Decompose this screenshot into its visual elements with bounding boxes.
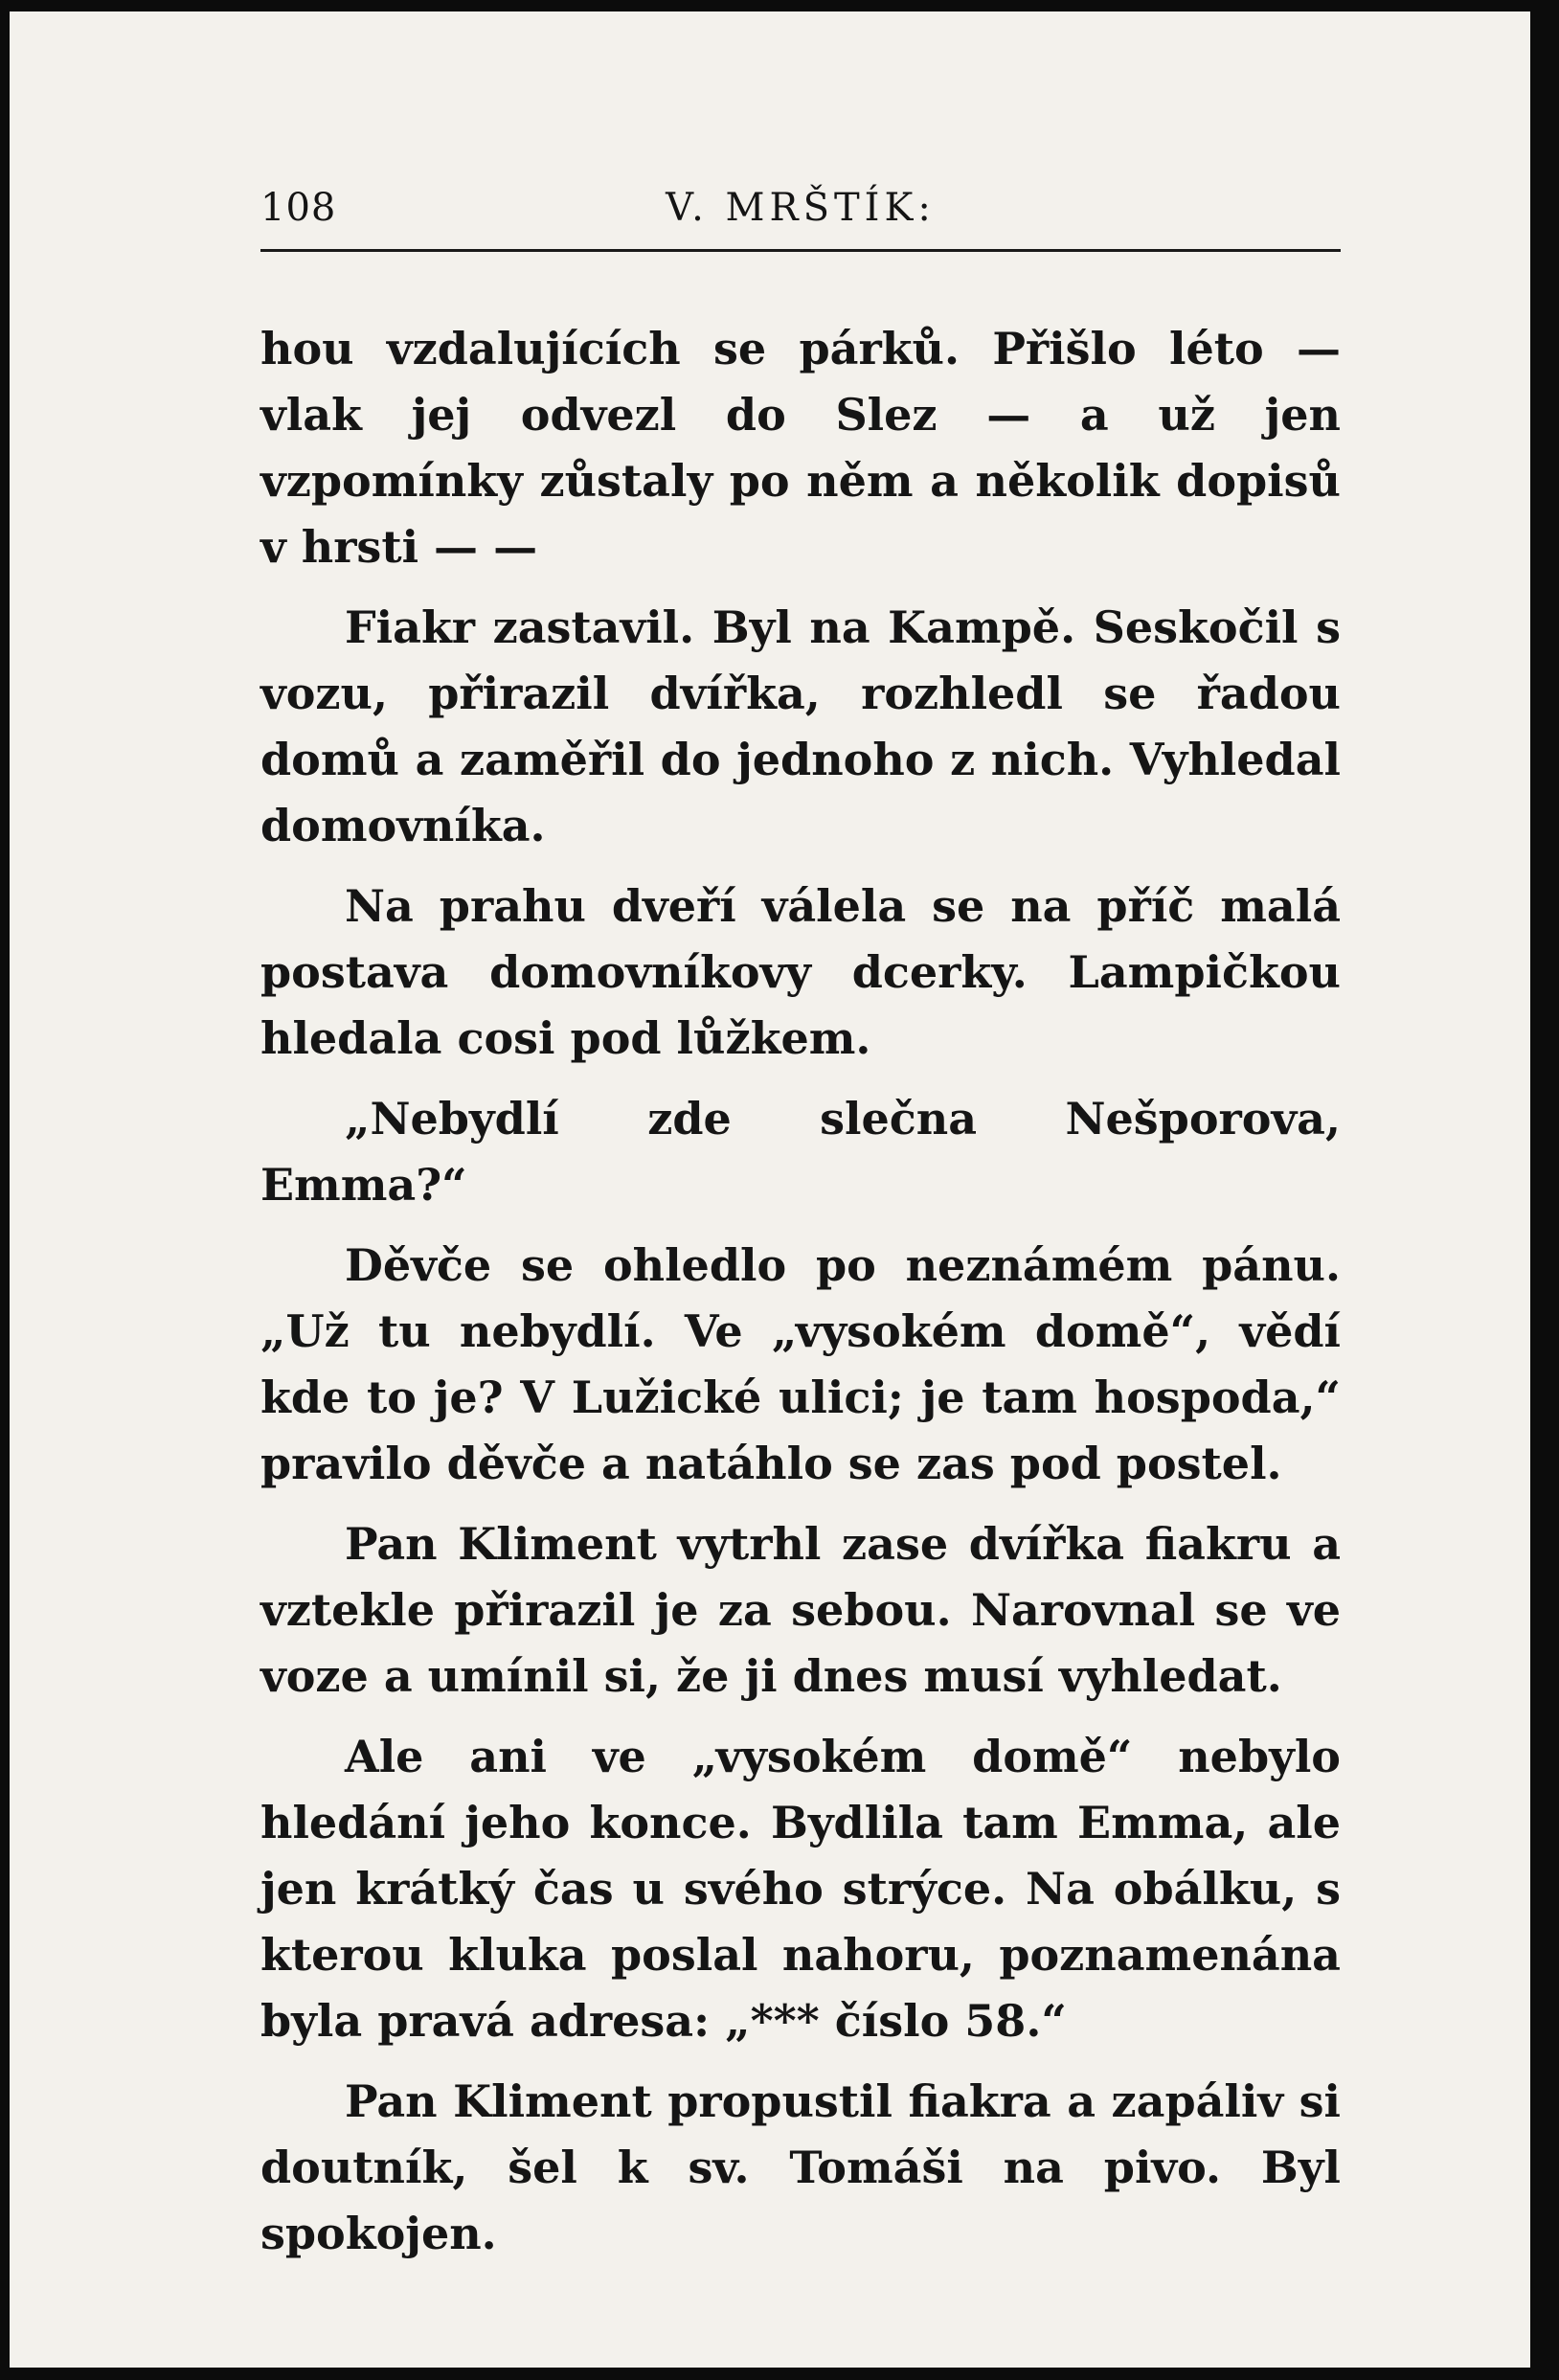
book-page	[10, 11, 1530, 2368]
paragraph-7: Ale ani ve „vysokém domě“ nebylo hledání jeho konce. Bydlila tam Emma, ale jen krátký čas u svého strýce. Na obálku, s kterou kluka poslal nahoru, poznamenána byla pravá adresa: „*** číslo 58.“	[260, 1731, 1341, 2047]
paragraph-4: „Nebydlí zde slečna Nešporova, Emma?“	[260, 1093, 1341, 1211]
scan-edge	[1530, 0, 1559, 2380]
paragraph-8: Pan Kliment propustil fiakra a zapáliv si doutník, šel k sv. Tomáši na pivo. Byl spokojen.	[260, 2075, 1341, 2259]
paragraph-6: Pan Kliment vytrhl zase dvířka fiakru a vztekle přirazil je za sebou. Narovnal se ve voze a umínil si, že ji dnes musí vyhledat.	[260, 1518, 1341, 1702]
paragraph-2: Fiakr zastavil. Byl na Kampě. Seskočil s vozu, přirazil dvířka, rozhledl se řadou domů a zaměřil do jednoho z nich. Vyhledal domovníka.	[260, 601, 1341, 851]
body-text	[260, 316, 1341, 2281]
page-header	[260, 182, 1341, 252]
paragraph-1: hou vzdalujících se párků. Přišlo léto — vlak jej odvezl do Slez — a už jen vzpomínky zůstaly po něm a několik dopisů v hrsti — —	[260, 323, 1341, 573]
paragraph-5: Děvče se ohledlo po neznámém pánu. „Už tu nebydlí. Ve „vysokém domě“, vědí kde to je? V Lužické ulici; je tam hospoda,“ pravilo děvče a natáhlo se zas pod postel.	[260, 1239, 1341, 1489]
running-head: V. MRŠTÍK:	[666, 186, 936, 230]
paragraph-3: Na prahu dveří válela se na příč malá postava domovníkovy dcerky. Lampičkou hledala cosi pod lůžkem.	[260, 880, 1341, 1064]
page-number: 108	[260, 186, 337, 230]
